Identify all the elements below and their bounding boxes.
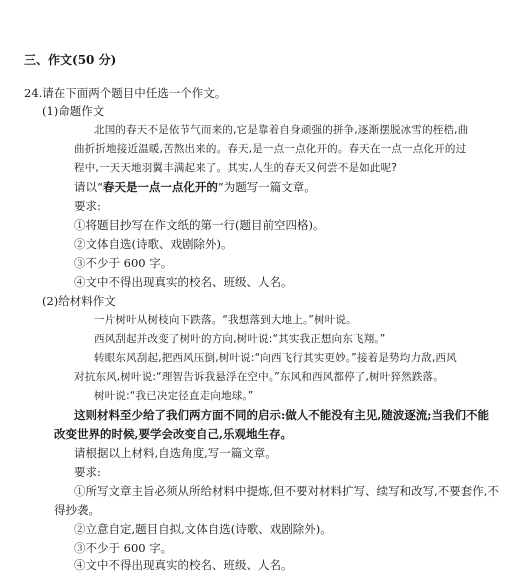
part1-prompt: 请以“春天是一点一点化开的”为题写一篇文章。 [74,180,316,194]
question-title: 24.请在下面两个题目中任选一个作文。 [24,86,227,100]
part1-heading: (1)命题作文 [42,104,105,118]
material-line: 西风刮起并改变了树叶的方向,树叶说:“其实我正想向东飞翔。” [94,333,386,345]
part2-heading: (2)给材料作文 [42,294,116,308]
requirement-item: ③不少于 600 字。 [74,256,173,270]
requirement-item: ①将题目抄写在作文纸的第一行(题目前空四格)。 [74,218,325,232]
requirement-item: ①所写文章主旨必须从所给材料中提炼,但不要对材料扩写、续写和改写,不要套作,不 [74,484,499,498]
requirement-item: 得抄袭。 [54,503,100,517]
passage-line: 曲折折地接近温暖,苦熬出来的。春天,是一点一点化开的。春天在一点一点化开的过 [74,143,467,155]
insight-line: 改变世界的时候,要学会改变自己,乐观地生存。 [54,427,293,441]
material-line: 对抗东风,树叶说:“理智告诉我悬浮在空中。”东风和西风都停了,树叶猝然跌落。 [74,371,444,383]
requirement-item: ④文中不得出现真实的校名、班级、人名。 [74,275,293,289]
part2-instruction: 请根据以上材料,自选角度,写一篇文章。 [74,446,277,460]
material-line: 转眼东风刮起,把西风压倒,树叶说:“向西飞行其实更妙。”接着是势均力敌,西风 [94,352,457,364]
material-line: 一片树叶从树枝向下跌落。“我想落到大地上。”树叶说。 [94,314,357,326]
part1-requirements-label: 要求: [74,199,101,213]
section-heading: 三、作文(50 分) [24,53,117,67]
material-line: 树叶说:“我已决定径直走向地球。” [94,390,254,402]
requirement-item: ②立意自定,题目自拟,文体自选(诗歌、戏剧除外)。 [74,522,332,536]
requirement-item: ②文体自选(诗歌、戏剧除外)。 [74,237,233,251]
part2-requirements-label: 要求: [74,465,101,479]
prompt-title: 春天是一点一点化开的 [102,180,218,194]
requirement-item: ③不少于 600 字。 [74,541,173,555]
passage-line: 北国的春天不是依节气而来的,它是靠着自身顽强的拼争,逐渐摆脱冰雪的桎梏,曲 [94,124,469,136]
passage-line: 程中,一天天地羽翼丰满起来了。其实,人生的春天又何尝不是如此呢? [74,162,398,174]
requirement-item: ④文中不得出现真实的校名、班级、人名。 [74,558,293,572]
insight-line: 这则材料至少给了我们两方面不同的启示:做人不能没有主见,随波逐流;当我们不能 [74,408,489,422]
